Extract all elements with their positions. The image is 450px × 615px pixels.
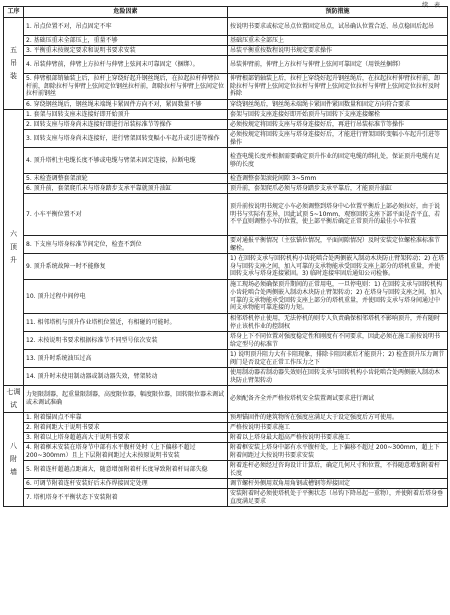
header-measure: 预防措施 [228, 7, 448, 18]
hazard-cell: 13. 顶升时系统油压过高 [24, 350, 228, 368]
measure-cell: 检查电缆长度并根据需要确定顶升作业的固定电缆的绑扎处，保证顶升电缆有足够的长度 [228, 148, 448, 174]
measure-cell: 检查调整套架滚轮间隙 3~5mm [228, 174, 448, 184]
table-row [4, 413, 448, 423]
measure-cell: 附着以上塔身最大超高严格按说明书要求施工 [228, 433, 448, 443]
hazard-table [3, 6, 448, 507]
measure-cell: 必须配备齐全并严格按塔机安全装置调试要求进行调试 [228, 386, 448, 413]
hazard-cell: 12. 未按说明书要求根据标准节不同型号依次安装 [24, 332, 228, 350]
header-row [4, 7, 448, 18]
table-row [4, 56, 448, 74]
stage-cell [4, 110, 24, 386]
measure-cell: 施工现场必须确保顶升期间的正常用电，一旦停电则：1) 在回转支承与回转机构小齿轮啮合处两侧嵌入制动木块防止臂架转动；2) 在塔身与回转支座之间，加入可靠的支承物能承受回转支座上部分的塔机重量，并使回转支承与塔身间通过中间支承物能可靠连接的力矩。 [228, 280, 448, 314]
measure-cell: 严格按说明书要求施工 [228, 423, 448, 433]
hazard-cell: 3. 平衡重未按规定要求和说明书要求安装 [24, 46, 228, 56]
hazard-cell: 7. 小车平衡位置不对 [24, 194, 228, 236]
hazard-cell: 5. 未检查调整套架滚轮 [24, 174, 228, 184]
hazard-cell: 10. 顶升过程中间停电 [24, 280, 228, 314]
measure-cell: 必须按规定将回转支座与塔身连接好后，才能进行臂架回转变幅小车起升引进等操作 [228, 130, 448, 148]
table-row [4, 433, 448, 443]
table-row [4, 423, 448, 433]
measure-cell: 吊装平衡重按数程说明书规定要求操作 [228, 46, 448, 56]
table-row [4, 461, 448, 479]
measure-cell: 塔身上下不同位置对强度稳定性和刚度有不同要求，因此必须在施工前按说明书给定型号的标准节 [228, 332, 448, 350]
stage-cell [4, 413, 24, 507]
table-row [4, 314, 448, 332]
hazard-cell: 6. 穿绕钢丝绳后，钢丝绳未端绳卡紧固件方向不对，紧固数量不够 [24, 100, 228, 110]
measure-cell: 1) 说明顶升阻力大有卡阻现象，排除卡阻因素后才能顶升；2) 检查顶升压力调节阀门是否设定在正常工作压力之下 [228, 350, 448, 368]
hazard-cell: 8. 下支座与塔身标准节间定位，检查不到位 [24, 236, 228, 254]
hazard-cell: 1. 套架与回转支座未连接好即开始顶升 [24, 110, 228, 120]
hazard-cell: 3. 附着以上塔身超越高大于说明书要求 [24, 433, 228, 443]
hazard-cell: 力矩限制器，起重量限制器，高度限位器，幅度限位器，回转限位器未调试或未调试准确 [24, 386, 228, 413]
table-row [4, 489, 448, 507]
measure-cell: 安装附着时必须使塔机处于平衡状态（吊钩下降吊起一重物），并使附着后塔身垂直度满足要求 [228, 489, 448, 507]
measure-cell: 基础压重未全部压上 [228, 36, 448, 46]
table-row [4, 280, 448, 314]
hazard-cell: 3. 回转支座与塔身尚未连接好，进行臂架回转变幅小车起升或引进等操作 [24, 130, 228, 148]
table-row [4, 130, 448, 148]
hazard-cell: 1. 吊点位置不对，吊点固定不牢 [24, 18, 228, 36]
table-row [4, 479, 448, 489]
measure-cell: 顶升前，套架爬爪必须与塔身踏步支承平靠后，才能顶升油缸 [228, 184, 448, 194]
measure-cell: 附着连杆必须经过咨询设计计算后，确定几何尺寸和位置，不得随意增加附着杆长度 [228, 461, 448, 479]
measure-cell: 1) 在回转支承与回转机构小齿轮啮合处两侧嵌入制动木块防止臂架转动；2) 在塔身与回转支座之间，加入可靠的支承物能承受回转支座上部分的塔机重量，并使回转支承与塔身连接紧固。3) 临时连接牢固后通知公司检修。 [228, 254, 448, 280]
measure-cell: 穿绕钢丝绳后，钢丝绳未端绳卡紧固件紧固数量和固定方向符合要求 [228, 100, 448, 110]
hazard-cell: 9. 顶升系统故障一时不能修复 [24, 254, 228, 280]
measure-cell: 使用制动器若制动器失效则在回转支承与回转机构小齿轮啮合处两侧嵌入制动木块防止臂架转动 [228, 368, 448, 386]
measure-cell: 吊装伸臂前，伸臂上方拉杆与伸臂上弦间可靠固定（用铁丝捆绑） [228, 56, 448, 74]
table-row [4, 174, 448, 184]
measure-cell: 要对通报平衡情况（主弦锚位情况，平面间隙情况）及时安装定位螺栓准标准节螺栓。 [228, 236, 448, 254]
table-row [4, 386, 448, 413]
hazard-cell: 1. 附着锚固点不牢靠 [24, 413, 228, 423]
hazard-cell: 6. 可调节附着连杆安装好后未作焊接固定处理 [24, 479, 228, 489]
measure-cell: 必须按规定将回转支座与塔身连接好后，再进行吊装标准节等操作 [228, 120, 448, 130]
hazard-cell: 4. 吊装伸臂前，伸臂上方拉杆与伸臂上弦间未可靠固定（捆绑）。 [24, 56, 228, 74]
hazard-cell: 14. 顶升时未使用制动器或制动器失效，臂架转动 [24, 368, 228, 386]
hazard-cell: 2. 基础压重未全部压上，重量不够 [24, 36, 228, 46]
hazard-cell: 2. 附着间距大于说明书要求 [24, 423, 228, 433]
measure-cell: 顶升前按说明书规定小车必须调整到塔身中心位置平衡后上部必须拉好，由于说明书与实际有差异，因此试顶 5~10mm，观察回转支座下部平面是否平直，若不平直则调整小车的位置，使上部平衡后确定正常顶升的最佳小车位置 [228, 194, 448, 236]
stage-label: 八 附 墙 [10, 442, 17, 476]
table-row [4, 332, 448, 350]
measure-cell: 预埋锚固件的建筑物所在强度应满足大于设定强度后方可使用。 [228, 413, 448, 423]
table-row [4, 100, 448, 110]
stage-label: 七调试 [6, 388, 21, 409]
table-row [4, 194, 448, 236]
table-row [4, 148, 448, 174]
table-row [4, 184, 448, 194]
hazard-cell: 11. 相邻塔机与顶升作业塔机位置近，有相碰的可能时。 [24, 314, 228, 332]
table-row [4, 36, 448, 46]
table-row [4, 46, 448, 56]
table-row [4, 368, 448, 386]
table-body [4, 18, 448, 507]
stage-label: 六 顶 升 [10, 230, 17, 264]
table-row [4, 18, 448, 36]
table-row [4, 443, 448, 461]
table-row [4, 254, 448, 280]
table-row [4, 74, 448, 100]
continued-label: 续 表 [422, 2, 442, 9]
measure-cell: 调节螺杆外侧用双角用角钢或槽钢等焊接固定 [228, 479, 448, 489]
hazard-cell: 4. 附着框未安装在塔身节中部有水平腹杆处时（上下偏移不超过 200~300mm）且上下层附着间距过大未按原说明书安装 [24, 443, 228, 461]
hazard-cell: 2. 回转支座与塔身尚未连接好即进行吊装标准节等操作 [24, 120, 228, 130]
table-row [4, 120, 448, 130]
measure-cell: 按说明书要求或标定吊点位置固定吊点，试吊确认位置合适、吊点稳固后起吊 [228, 18, 448, 36]
table-row [4, 350, 448, 368]
measure-cell: 附着框安装上塔身中部有水平腹杆处，上下偏移不超过 200~300mm，超上下附着间距过大按说明书要求安装 [228, 443, 448, 461]
hazard-cell: 5. 附着连杆超越点距离大，随意增加附着杆长度导致附着杆局部失稳 [24, 461, 228, 479]
table-row [4, 110, 448, 120]
measure-cell: 伸臂根部销轴装上后，拉杆上穿绕好起升钢丝绳后，在拉起拉杆伸臂拉杆前，卸除拉杆与伸臂上弦间定位拉杆与伸臂上弦间定位拉杆与伸臂上弦间定位拉杆及时拆除 [228, 74, 448, 100]
measure-cell: 套架与回转支座连接好即开始顶升与回转下支座连接螺栓 [228, 110, 448, 120]
stage-cell [4, 386, 24, 413]
stage-label: 五 吊 装 [10, 46, 17, 80]
hazard-cell: 6. 顶升前，套架爬爪未与塔身踏步支承平靠就顶升油缸 [24, 184, 228, 194]
header-hazard: 危险因素 [24, 7, 228, 18]
measure-cell: 相邻塔机停止使用，无法停机的则专人负责确保相邻塔机不影响顶升，并有随时停止该机作业的控制权 [228, 314, 448, 332]
header-stage: 工序 [4, 7, 24, 18]
hazard-cell: 4. 顶升塔机主电缆长度不够或电缆与臂架未固定连接，拉断电缆 [24, 148, 228, 174]
hazard-cell: 5. 伸臂根部销轴装上后，拉杆上穿绕好起升钢丝绳后，在拉起拉杆伸臂拉杆前，卸除拉杆与伸臂上弦间定位钢丝拉杆前，卸除拉杆与伸臂上弦间定位拉杆前钢丝 [24, 74, 228, 100]
hazard-cell: 7. 塔机塔身不平衡状态下安装附着 [24, 489, 228, 507]
stage-cell [4, 18, 24, 110]
table-row [4, 236, 448, 254]
